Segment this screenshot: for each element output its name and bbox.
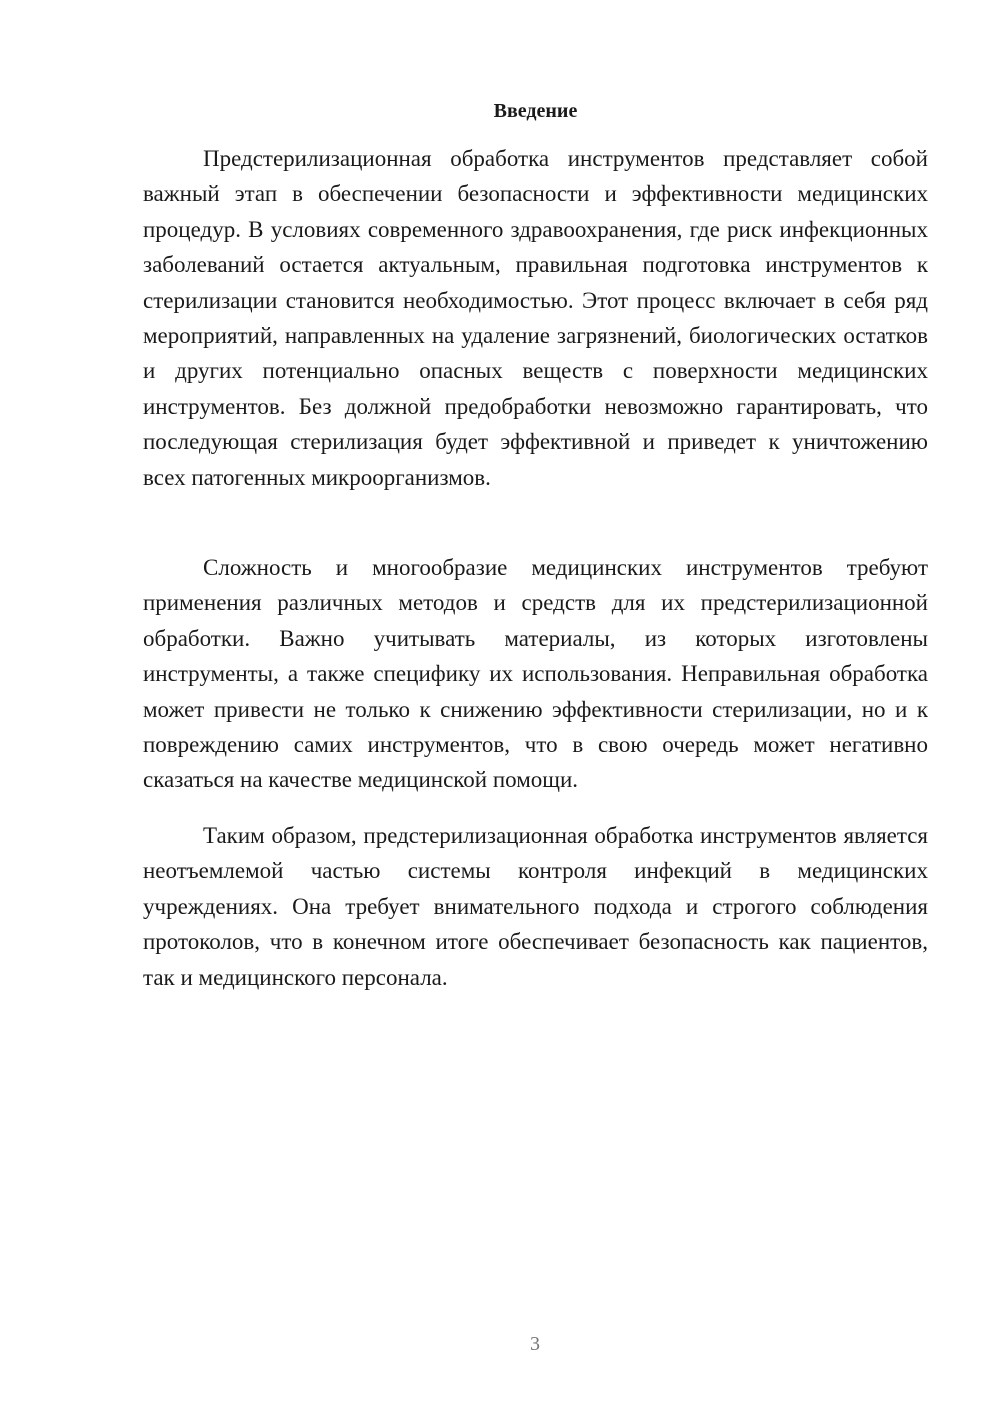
paragraph-text: Таким образом, предстерилизационная обработка инструментов является неотъемлемой частью системы контроля инфекций в медицинских учреждениях. Она требует внимательного подхода и строгого соблюдения протоколов, что в конечном итоге обеспечивает безопасность как пациентов, так и медицинского персонала.: [143, 823, 928, 990]
paragraph-3: [143, 818, 928, 995]
page-title: Введение: [493, 100, 578, 122]
page-number: 3: [530, 1333, 540, 1355]
paragraph-1: [143, 141, 928, 495]
paragraph-text: Предстерилизационная обработка инструментов представляет собой важный этап в обеспечении безопасности и эффективности медицинских процедур. В условиях современного здравоохранения, где риск инфекционных заболеваний остается актуальным, правильная подготовка инструментов к стерилизации становится необходимостью. Этот процесс включает в себя ряд мероприятий, направленных на удаление загрязнений, биологических остатков и других потенциально опасных веществ с поверхности медицинских инструментов. Без должной предобработки невозможно гарантировать, что последующая стерилизация будет эффективной и приведет к уничтожению всех патогенных микроорганизмов.: [143, 146, 928, 490]
paragraph-2: [143, 550, 928, 798]
paragraph-text: Сложность и многообразие медицинских инструментов требуют применения различных методов и средств для их предстерилизационной обработки. Важно учитывать материалы, из которых изготовлены инструменты, а также специфику их использования. Неправильная обработка может привести не только к снижению эффективности стерилизации, но и к повреждению самих инструментов, что в свою очередь может негативно сказаться на качестве медицинской помощи.: [143, 555, 928, 793]
